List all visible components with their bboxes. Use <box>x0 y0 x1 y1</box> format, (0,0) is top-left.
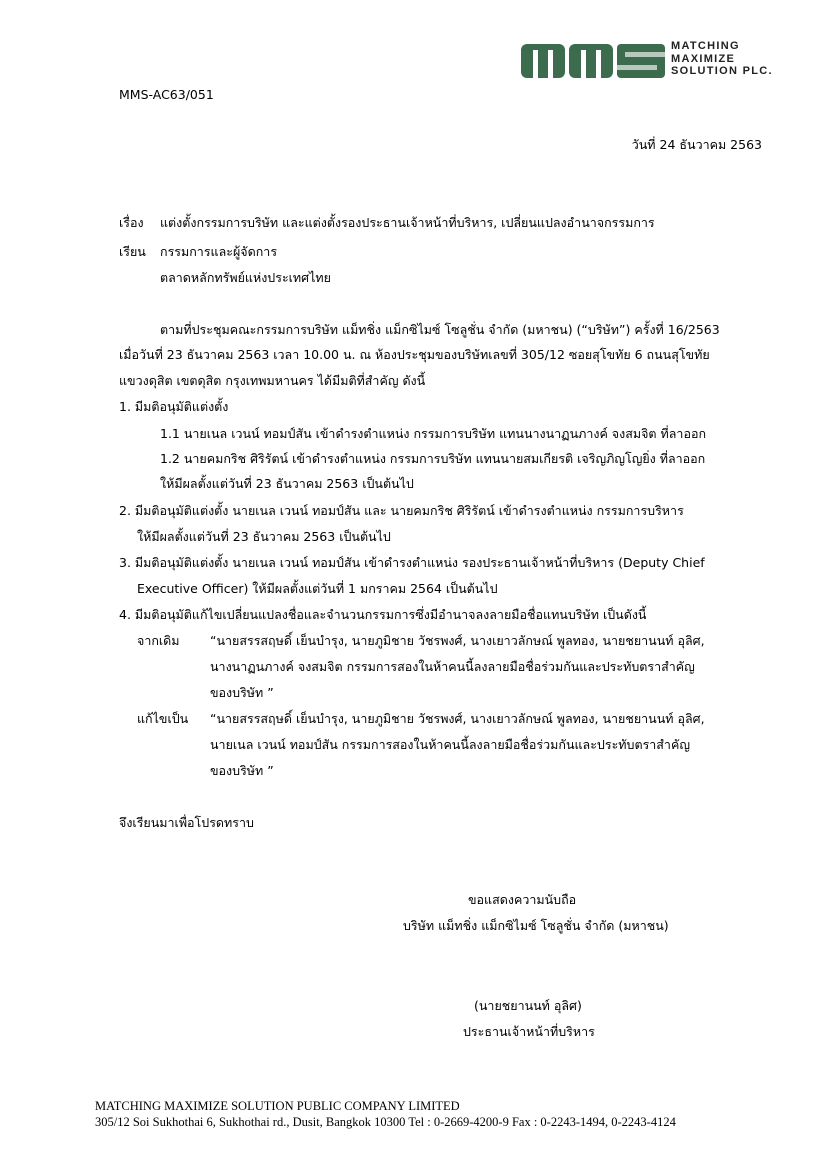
recipient-line-1: กรรมการและผู้จัดการ <box>160 244 278 259</box>
logo-line-1: MATCHING <box>671 40 740 52</box>
signatory-title: ประธานเจ้าหน้าที่บริหาร <box>463 1024 595 1039</box>
closing-text: จึงเรียนมาเพื่อโปรดทราบ <box>119 815 254 830</box>
resolution-1-2: 1.2 นายคมกริช ศิริรัตน์ เข้าดำรงตำแหน่ง กรรมการบริษัท แทนนายสมเกียรติ เจริญภิญโญยิ่ง ที่ลาออก <box>160 451 706 466</box>
footer-company-name: MATCHING MAXIMIZE SOLUTION PUBLIC COMPANY LIMITED <box>95 1099 460 1113</box>
to-line-1: “นายสรรสฤษดิ์ เย็นบำรุง, นายภูมิชาย วัชรพงศ์, นางเยาวลักษณ์ พูลทอง, นายชยานนท์ อุลิศ, <box>210 711 705 726</box>
signature-company: บริษัท แม็ทชิ่ง แม็กซิไมซ์ โซลูชั่น จำกัด (มหาชน) <box>403 918 669 933</box>
intro-line-2: เมื่อวันที่ 23 ธันวาคม 2563 เวลา 10.00 น. ณ ห้องประชุมของบริษัทเลขที่ 305/12 ซอยสุโขทัย 6 ถนนสุโขทัย <box>119 347 710 362</box>
resolution-1-1: 1.1 นายเนล เวนน์ ทอมป์สัน เข้าดำรงตำแหน่ง กรรมการบริษัท แทนนางนาฏนภางค์ จงสมจิต ที่ลาออก <box>160 426 707 441</box>
resolution-3-line-2: Executive Officer) ให้มีผลตั้งแต่วันที่ 1 มกราคม 2564 เป็นต้นไป <box>137 581 498 596</box>
resolution-1-title: 1. มีมติอนุมัติแต่งตั้ง <box>119 399 229 414</box>
from-line-2: นางนาฏนภางค์ จงสมจิต กรรมการสองในห้าคนนี้ลงลายมือชื่อร่วมกันและประทับตราสำคัญ <box>210 659 695 674</box>
intro-line-1: ตามที่ประชุมคณะกรรมการบริษัท แม็ทชิ่ง แม็กซิไมซ์ โซลูชั่น จำกัด (มหาชน) (“บริษัท”) ครั้งที่ 16/2563 <box>160 322 720 337</box>
recipient-label: เรียน <box>119 244 146 259</box>
to-line-3: ของบริษัท ” <box>210 763 274 778</box>
logo-line-2: MAXIMIZE <box>671 52 736 65</box>
from-label: จากเดิม <box>137 633 180 648</box>
resolution-2-line-1: 2. มีมติอนุมัติแต่งตั้ง นายเนล เวนน์ ทอมป์สัน และ นายคมกริช ศิริรัตน์ เข้าดำรงตำแหน่ง กรรมการบริหาร <box>119 503 684 518</box>
resolution-1-effective: ให้มีผลตั้งแต่วันที่ 23 ธันวาคม 2563 เป็นต้นไป <box>160 476 414 491</box>
reference-number: MMS-AC63/051 <box>119 87 214 102</box>
mms-logo-mark-icon <box>521 40 666 80</box>
signature-regards: ขอแสดงความนับถือ <box>468 892 577 907</box>
subject-label: เรื่อง <box>119 215 144 230</box>
recipient-line-2: ตลาดหลักทรัพย์แห่งประเทศไทย <box>160 270 331 285</box>
logo-line-3: SOLUTION PLC. <box>671 65 773 77</box>
resolution-3-line-1: 3. มีมติอนุมัติแต่งตั้ง นายเนล เวนน์ ทอมป์สัน เข้าดำรงตำแหน่ง รองประธานเจ้าหน้าที่บริหาร (Deputy Chief <box>119 555 705 570</box>
intro-line-3: แขวงดุสิต เขตดุสิต กรุงเทพมหานคร ได้มีมติที่สำคัญ ดังนี้ <box>119 373 426 388</box>
company-logo <box>521 40 773 80</box>
resolution-2-line-2: ให้มีผลตั้งแต่วันที่ 23 ธันวาคม 2563 เป็นต้นไป <box>137 529 391 544</box>
to-line-2: นายเนล เวนน์ ทอมป์สัน กรรมการสองในห้าคนนี้ลงลายมือชื่อร่วมกันและประทับตราสำคัญ <box>210 737 690 752</box>
signatory-name: (นายชยานนท์ อุลิศ) <box>474 998 582 1013</box>
resolution-4-title: 4. มีมติอนุมัติแก้ไขเปลี่ยนแปลงชื่อและจำนวนกรรมการซึ่งมีอำนาจลงลายมือชื่อแทนบริษัท เป็นดังนี้ <box>119 607 647 622</box>
footer-address: 305/12 Soi Sukhothai 6, Sukhothai rd., Dusit, Bangkok 10300 Tel : 0-2669-4200-9 Fax : 0-2243-1494, 0-2243-4124 <box>95 1115 676 1129</box>
subject-text: แต่งตั้งกรรมการบริษัท และแต่งตั้งรองประธานเจ้าหน้าที่บริหาร, เปลี่ยนแปลงอำนาจกรรมการ <box>160 215 655 230</box>
from-line-1: “นายสรรสฤษดิ์ เย็นบำรุง, นายภูมิชาย วัชรพงศ์, นางเยาวลักษณ์ พูลทอง, นายชยานนท์ อุลิศ, <box>210 633 705 648</box>
document-date: วันที่ 24 ธันวาคม 2563 <box>631 137 762 152</box>
logo-wordmark <box>671 40 773 78</box>
to-label: แก้ไขเป็น <box>137 711 189 726</box>
from-line-3: ของบริษัท ” <box>210 685 274 700</box>
